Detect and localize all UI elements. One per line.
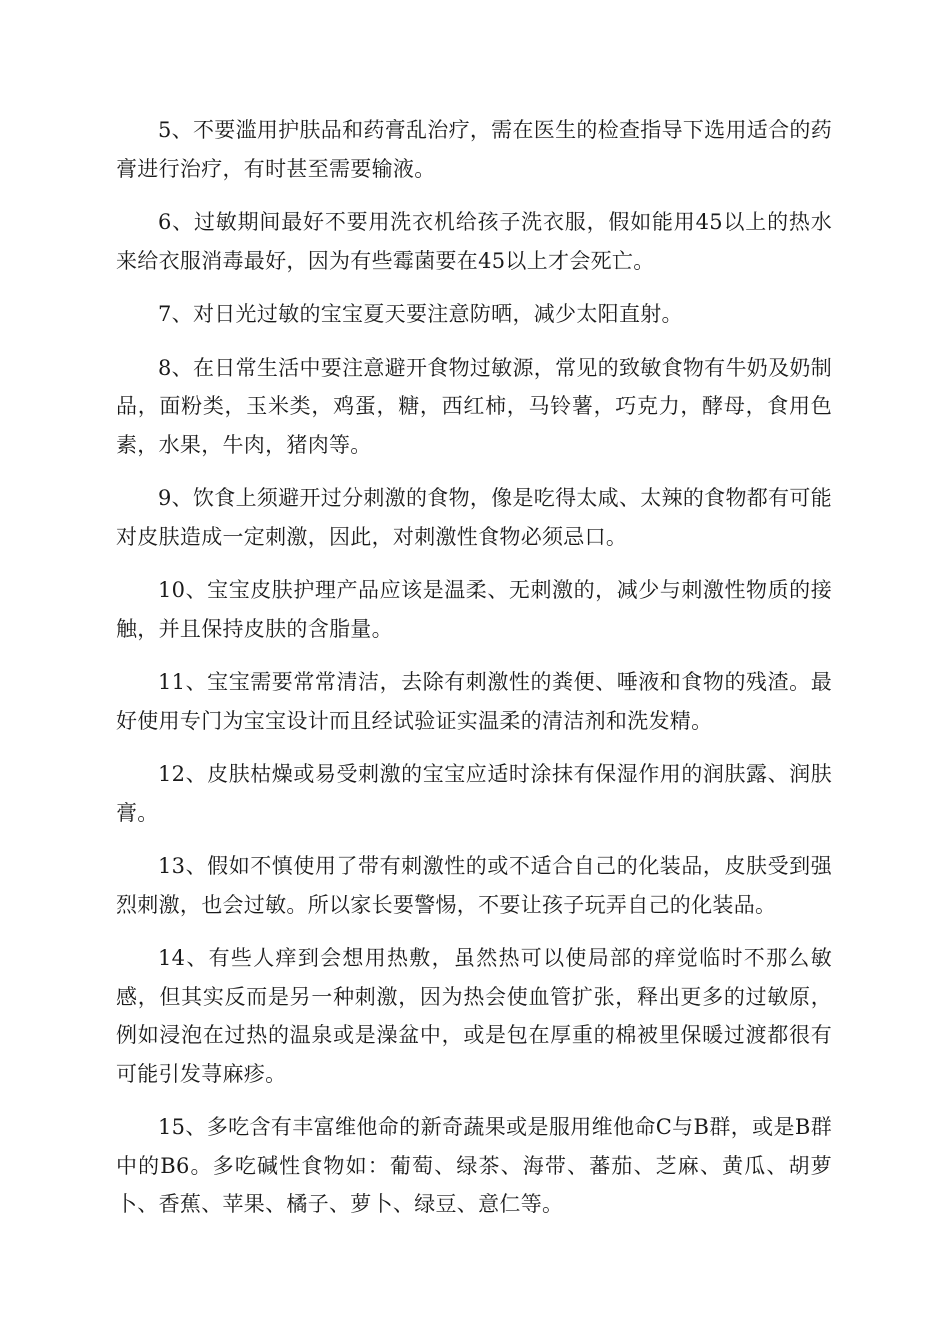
paragraph-item-8: 8、在日常生活中要注意避开食物过敏源，常见的致敏食物有牛奶及奶制品，面粉类，玉米类，鸡蛋，糖，西红柿，马铃薯，巧克力，酵母，食用色素，水果，牛肉，猪肉等。 xyxy=(116,355,832,457)
paragraph-item-15: 15、多吃含有丰富维他命的新奇蔬果或是服用维他命C与B群，或是B群中的B6。多吃碱性食物如：葡萄、绿茶、海带、蕃茄、芝麻、黄瓜、胡萝卜、香蕉、苹果、橘子、萝卜、绿豆、意仁等。 xyxy=(116,1115,832,1216)
paragraph-item-14: 14、有些人痒到会想用热敷，虽然热可以使局部的痒觉临时不那么敏感，但其实反而是另一种刺激，因为热会使血管扩张，释出更多的过敏原，例如浸泡在过热的温泉或是澡盆中，或是包在厚重的棉被里保暖过渡都很有可能引发荨麻疹。 xyxy=(116,946,832,1086)
paragraph-item-9: 9、饮食上须避开过分刺激的食物，像是吃得太咸、太辣的食物都有可能对皮肤造成一定刺激，因此，对刺激性食物必须忌口。 xyxy=(116,486,832,549)
paragraph-item-11: 11、宝宝需要常常清洁，去除有刺激性的粪便、唾液和食物的残渣。最好使用专门为宝宝设计而且经试验证实温柔的清洁剂和洗发精。 xyxy=(116,670,832,733)
document-body xyxy=(116,111,832,1239)
paragraph-item-13: 13、假如不慎使用了带有刺激性的或不适合自己的化装品，皮肤受到强烈刺激，也会过敏。所以家长要警惕，不要让孩子玩弄自己的化装品。 xyxy=(116,854,832,917)
paragraph-item-5: 5、不要滥用护肤品和药膏乱治疗，需在医生的检查指导下选用适合的药膏进行治疗，有时甚至需要输液。 xyxy=(116,118,832,181)
paragraph-item-10: 10、宝宝皮肤护理产品应该是温柔、无刺激的，减少与刺激性物质的接触，并且保持皮肤的含脂量。 xyxy=(116,578,832,641)
paragraph-item-7: 7、对日光过敏的宝宝夏天要注意防晒，减少太阳直射。 xyxy=(158,302,683,326)
paragraph-item-12: 12、皮肤枯燥或易受刺激的宝宝应适时涂抹有保湿作用的润肤露、润肤膏。 xyxy=(116,762,832,825)
paragraph-item-6: 6、过敏期间最好不要用洗衣机给孩子洗衣服，假如能用45以上的热水来给衣服消毒最好，因为有些霉菌要在45以上才会死亡。 xyxy=(116,210,832,273)
